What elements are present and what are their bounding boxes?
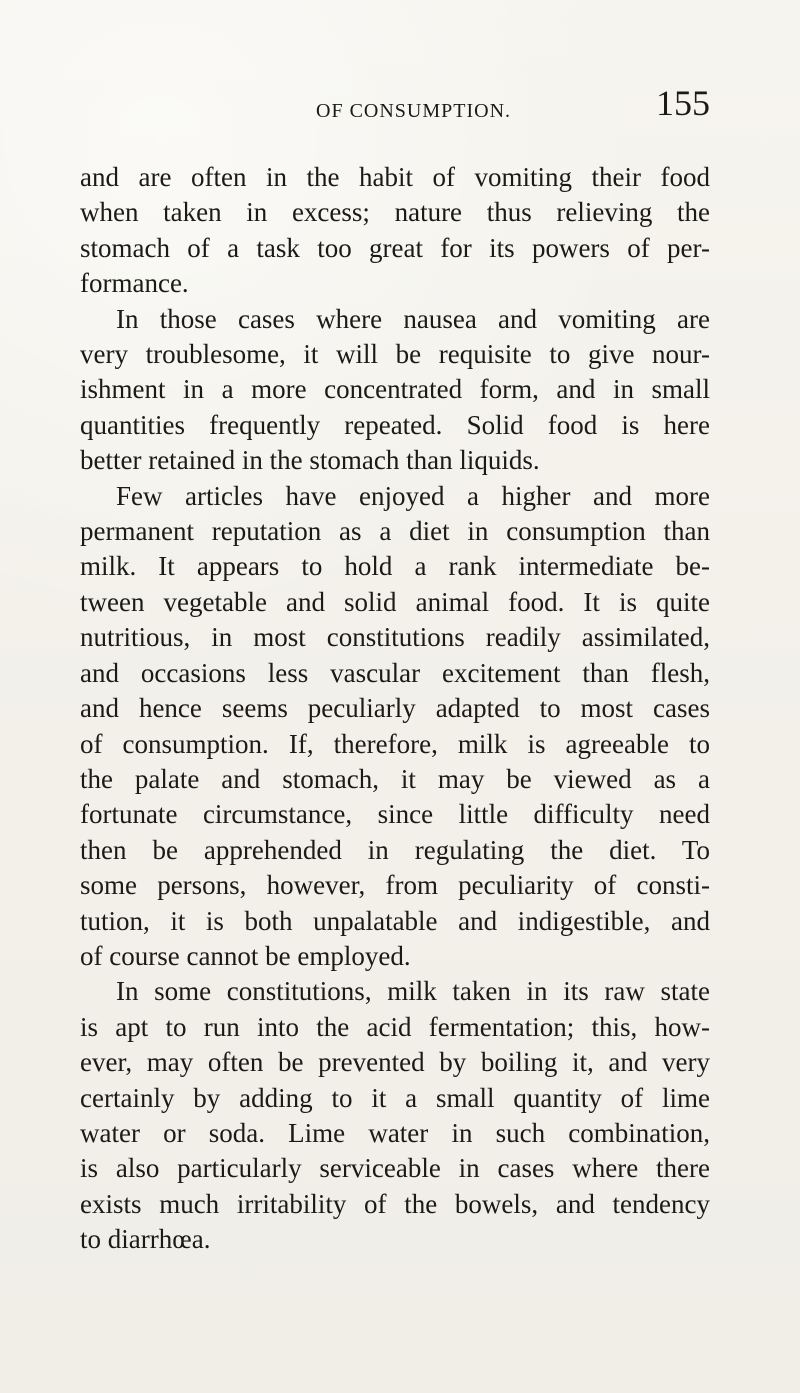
text-line-21: some persons, however, from peculiarity of consti- [80,870,710,901]
running-title: OF CONSUMPTION. [316,100,512,122]
text-line-30: exists much irritability of the bowels, and tendency [80,1188,710,1219]
text-line-27: certainly by adding to it a small quantity of lime [80,1082,710,1113]
text-line-1: and are often in the habit of vomiting their food [80,162,710,192]
text-line-13: tween vegetable and solid animal food. It is quite [80,586,710,617]
page-number: 155 [656,83,710,123]
text-line-16: and hence seems peculiarly adapted to most cases [80,693,710,724]
text-line-7: ishment in a more concentrated form, and in small [80,374,710,405]
text-line-12: milk. It appears to hold a rank intermediate be- [80,551,710,582]
text-line-26: ever, may often be prevented by boiling it, and very [80,1047,710,1078]
text-line-18: the palate and stomach, it may be viewed as a [80,763,710,794]
text-line-31: to diarrhœa. [80,1224,211,1255]
text-line-8: quantities frequently repeated. Solid food is here [80,409,710,440]
text-line-9: better retained in the stomach than liquids. [80,445,540,476]
text-line-10: Few articles have enjoyed a higher and more [116,480,710,511]
text-line-11: permanent reputation as a diet in consumption than [80,516,710,547]
text-line-17: of consumption. If, therefore, milk is agreeable to [80,728,710,759]
body-text [80,160,710,1258]
text-line-19: fortunate circumstance, since little difficulty need [80,799,710,830]
text-line-25: is apt to run into the acid fermentation; this, how- [80,1011,710,1042]
text-line-14: nutritious, in most constitutions readily assimilated, [80,622,710,653]
text-line-23: of course cannot be employed. [80,940,411,971]
text-line-4: formance. [80,268,189,299]
text-line-20: then be apprehended in regulating the diet. To [80,834,710,865]
text-line-6: very troublesome, it will be requisite to give nour- [80,339,710,370]
text-line-29: is also particularly serviceable in cases where there [80,1153,710,1184]
running-head [80,82,710,132]
text-line-24: In some constitutions, milk taken in its raw state [116,976,710,1007]
text-line-2: when taken in excess; nature thus relieving the [80,197,710,228]
text-line-28: water or soda. Lime water in such combination, [80,1117,710,1148]
text-line-22: tution, it is both unpalatable and indigestible, and [80,905,710,936]
text-line-5: In those cases where nausea and vomiting are [116,303,710,334]
text-line-15: and occasions less vascular excitement than flesh, [80,657,710,688]
text-line-3: stomach of a task too great for its powers of per- [80,232,710,263]
